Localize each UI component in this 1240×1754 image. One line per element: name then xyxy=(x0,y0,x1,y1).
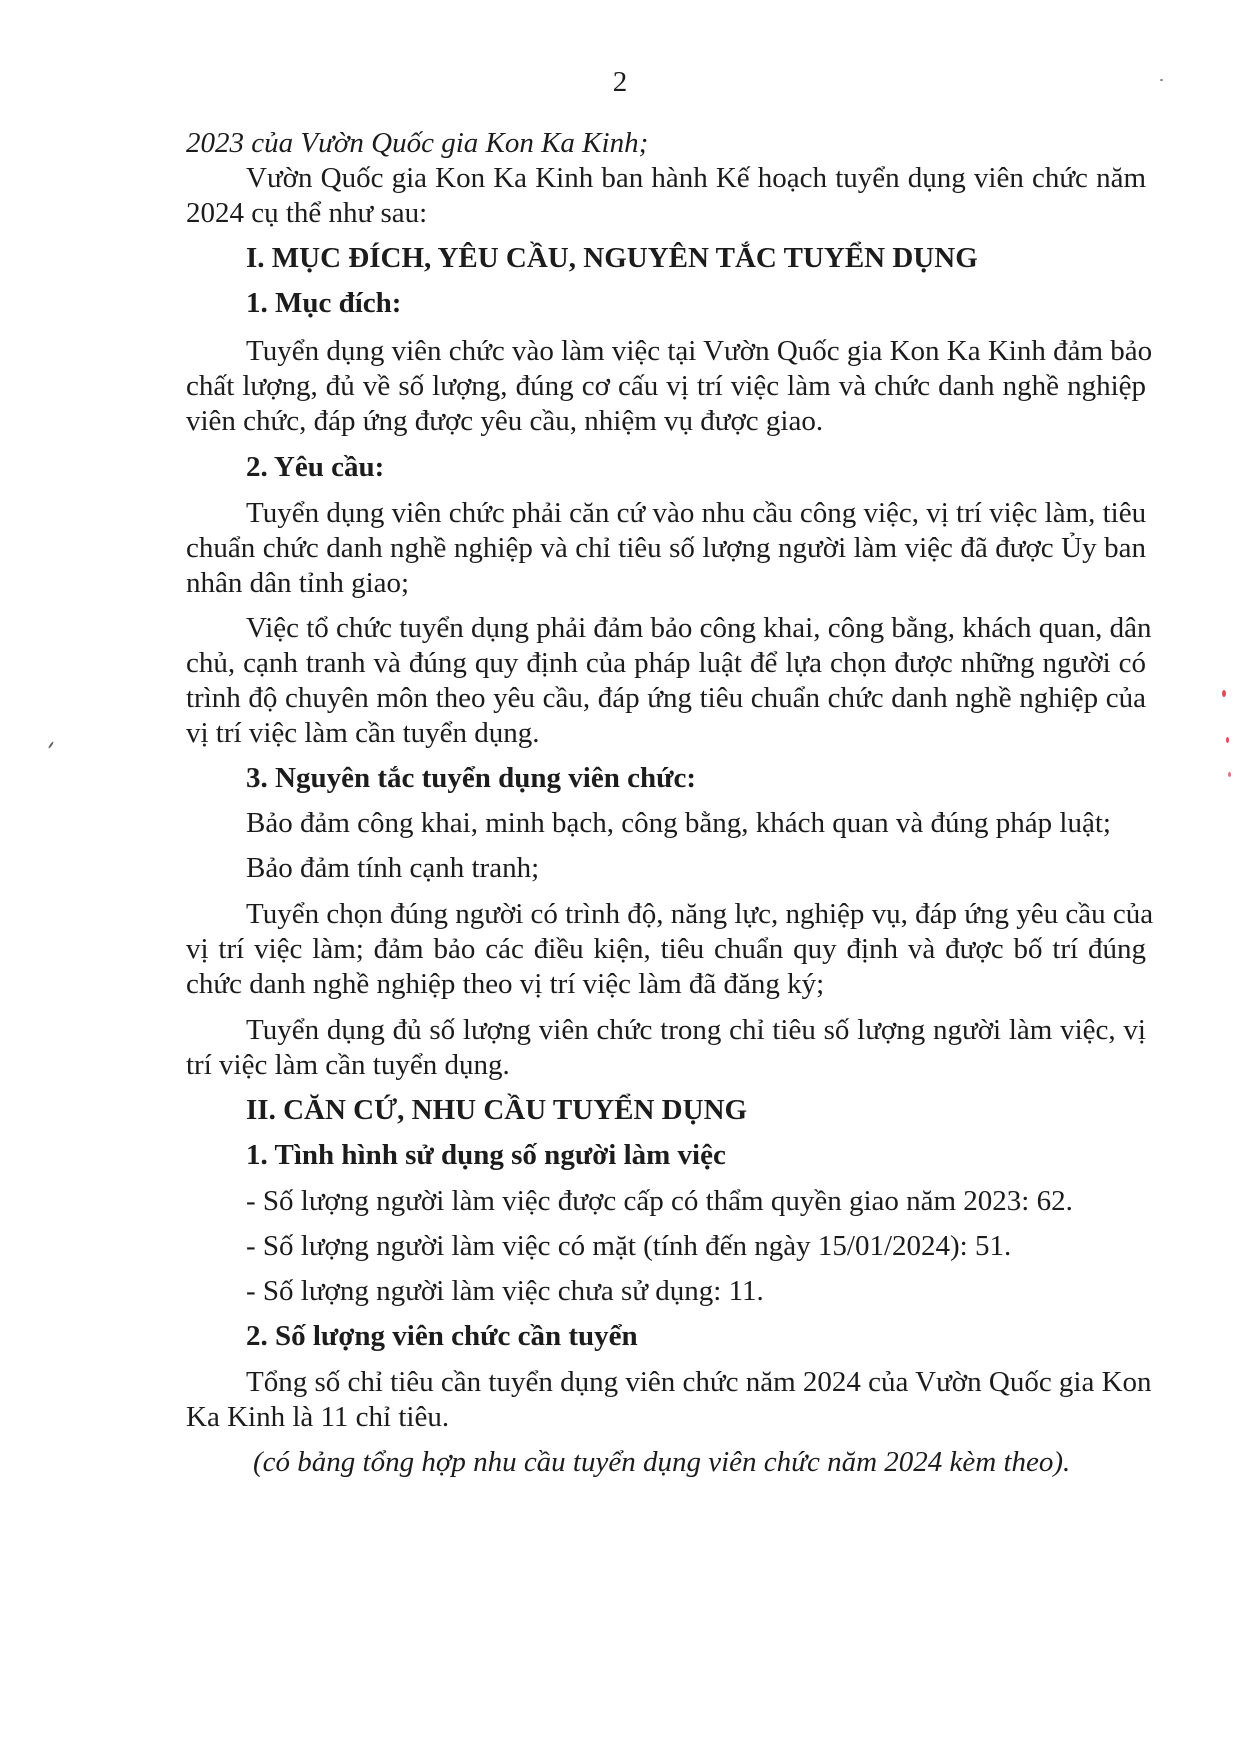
text-line: Tuyển dụng đủ số lượng viên chức trong chỉ tiêu số lượng người làm việc, vị xyxy=(246,1014,1146,1046)
text-line: - Số lượng người làm việc được cấp có thẩm quyền giao năm 2023: 62. xyxy=(246,1185,1073,1217)
text-line: vị trí việc làm; đảm bảo các điều kiện, tiêu chuẩn quy định và được bố trí đúng xyxy=(186,933,1146,965)
text-line: - Số lượng người làm việc có mặt (tính đến ngày 15/01/2024): 51. xyxy=(246,1230,1012,1262)
text-line: trình độ chuyên môn theo yêu cầu, đáp ứng tiêu chuẩn chức danh nghề nghiệp của xyxy=(186,682,1146,714)
section-heading: II. CĂN CỨ, NHU CẦU TUYỂN DỤNG xyxy=(246,1094,748,1126)
text-line: trí việc làm cần tuyển dụng. xyxy=(186,1049,510,1081)
text-line: nhân dân tỉnh giao; xyxy=(186,567,410,599)
subsection-heading: 1. Tình hình sử dụng số người làm việc xyxy=(246,1139,726,1171)
scan-speck xyxy=(1160,79,1163,81)
scan-speck xyxy=(1226,737,1229,743)
section-heading: I. MỤC ĐÍCH, YÊU CẦU, NGUYÊN TẮC TUYỂN DỤNG xyxy=(246,242,978,274)
text-line: Tổng số chỉ tiêu cần tuyển dụng viên chức năm 2024 của Vườn Quốc gia Kon xyxy=(246,1366,1152,1398)
subsection-heading: 2. Số lượng viên chức cần tuyển xyxy=(246,1320,638,1352)
text-line: chức danh nghề nghiệp theo vị trí việc làm đã đăng ký; xyxy=(186,968,825,1000)
text-line: Tuyển chọn đúng người có trình độ, năng lực, nghiệp vụ, đáp ứng yêu cầu của xyxy=(246,898,1154,930)
subsection-heading: 3. Nguyên tắc tuyển dụng viên chức: xyxy=(246,762,697,794)
text-line: Vườn Quốc gia Kon Ka Kinh ban hành Kế hoạch tuyển dụng viên chức năm xyxy=(246,162,1146,194)
text-line: 2024 cụ thể như sau: xyxy=(186,197,428,229)
text-line: viên chức, đáp ứng được yêu cầu, nhiệm vụ được giao. xyxy=(186,405,824,437)
subsection-heading: 1. Mục đích: xyxy=(246,287,402,319)
text-line: Bảo đảm tính cạnh tranh; xyxy=(246,852,540,884)
text-line: vị trí việc làm cần tuyển dụng. xyxy=(186,717,540,749)
subsection-heading: 2. Yêu cầu: xyxy=(246,451,385,483)
scan-speck xyxy=(1228,772,1231,777)
scan-speck xyxy=(48,741,54,749)
text-line: 2023 của Vườn Quốc gia Kon Ka Kinh; xyxy=(186,127,649,159)
text-line: chất lượng, đủ về số lượng, đúng cơ cấu vị trí việc làm và chức danh nghề nghiệp xyxy=(186,370,1146,402)
text-line: Ka Kinh là 11 chỉ tiêu. xyxy=(186,1401,450,1433)
text-line: Bảo đảm công khai, minh bạch, công bằng, khách quan và đúng pháp luật; xyxy=(246,807,1111,839)
table-note: (có bảng tổng hợp nhu cầu tuyển dụng viên chức năm 2024 kèm theo). xyxy=(253,1446,1071,1478)
text-line: chủ, cạnh tranh và đúng quy định của pháp luật để lựa chọn được những người có xyxy=(186,647,1146,679)
text-line: - Số lượng người làm việc chưa sử dụng: 11. xyxy=(246,1275,764,1307)
text-line: Tuyển dụng viên chức phải căn cứ vào nhu cầu công việc, vị trí việc làm, tiêu xyxy=(246,497,1147,529)
text-line: Tuyển dụng viên chức vào làm việc tại Vườn Quốc gia Kon Ka Kinh đảm bảo xyxy=(246,335,1153,367)
text-line: chuẩn chức danh nghề nghiệp và chỉ tiêu số lượng người làm việc đã được Ủy ban xyxy=(186,532,1146,564)
scan-speck xyxy=(1222,690,1226,697)
text-line: Việc tổ chức tuyển dụng phải đảm bảo công khai, công bằng, khách quan, dân xyxy=(246,612,1152,644)
page-number: 2 xyxy=(612,66,628,98)
